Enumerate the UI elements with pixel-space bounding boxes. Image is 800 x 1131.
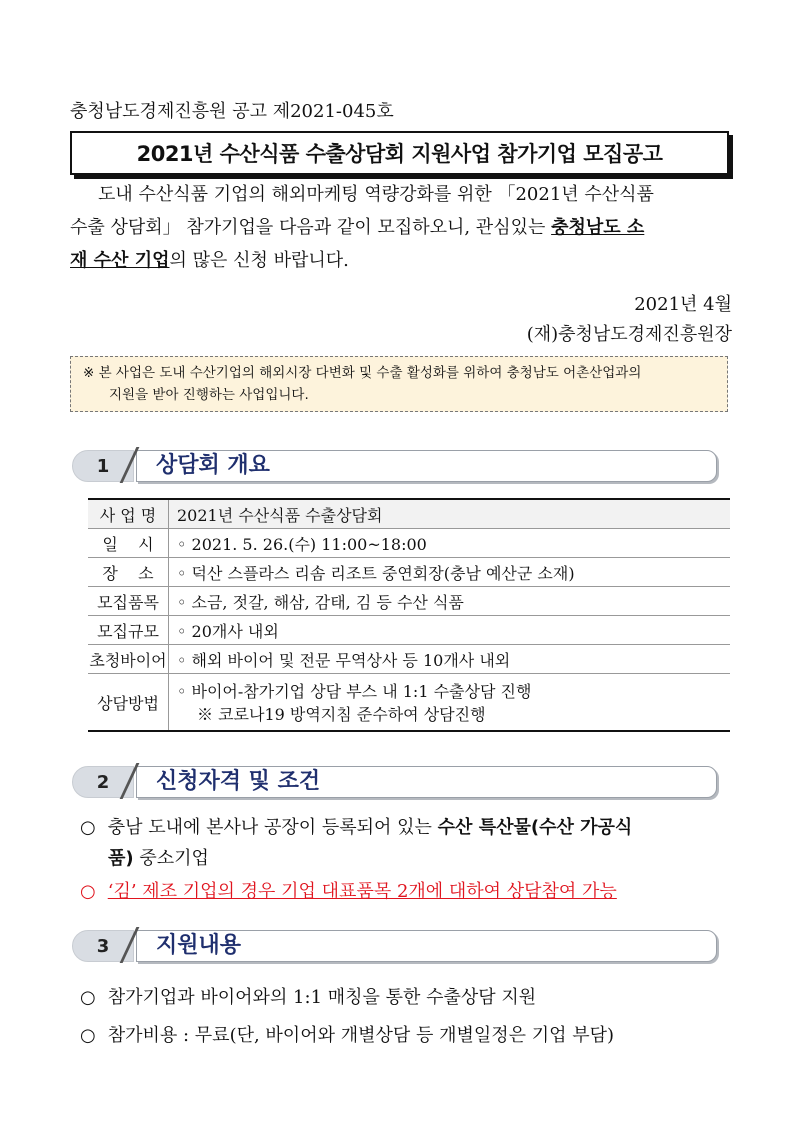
note-line-1: ※ 본 사업은 도내 수산기업의 해외시장 다변화 및 수출 활성화를 위하여 충청남도 어촌산업과의: [83, 365, 642, 381]
support-item-1: [80, 982, 730, 1013]
item-text: 참가비용 : 무료(단, 바이어와 개별상담 등 개별일정은 기업 부담): [107, 1025, 615, 1046]
section-number: 2: [72, 766, 134, 798]
notice-number: 충청남도경제진흥원 공고 제2021-045호: [70, 101, 394, 122]
section-header-3: [72, 930, 717, 962]
section-title: 지원내용: [156, 933, 242, 958]
list-item: [80, 812, 730, 843]
intro-text: 의 많은 신청 바랍니다.: [169, 250, 349, 271]
title-box: [70, 131, 729, 175]
table-value: ◦ 바이어-참가기업 상담 부스 내 1:1 수출상담 진행: [177, 682, 532, 701]
table-value-note: ※ 코로나19 방역지침 준수하여 상담진행: [197, 705, 486, 724]
intro-paragraph: [70, 178, 732, 277]
table-key: 상담방법: [88, 674, 169, 732]
table-value-multi: [169, 674, 731, 732]
table-row: [88, 499, 730, 529]
table-key: 사 업 명: [88, 499, 169, 529]
intro-line-3: [70, 244, 732, 277]
intro-highlight-2: 재 수산 기업: [70, 250, 170, 271]
eligibility-item-2: [80, 876, 730, 907]
table-value: ◦ 소금, 젓갈, 해삼, 감태, 김 등 수산 식품: [169, 587, 731, 616]
table-value: ◦ 2021. 5. 26.(수) 11:00~18:00: [169, 529, 731, 558]
table-row: [88, 558, 730, 587]
item-text: 충남 도내에 본사나 공장이 등록되어 있는: [107, 817, 438, 838]
table-row: [88, 674, 730, 732]
table-key: 모집품목: [88, 587, 169, 616]
item-text-red: ‘김’ 제조 기업의 경우 기업 대표품목 2개에 대하여 상담참여 가능: [107, 881, 617, 902]
table-key: 모집규모: [88, 616, 169, 645]
table-row: [88, 529, 730, 558]
section-number: 3: [72, 930, 134, 962]
notice-date: 2021년 4월: [634, 294, 732, 315]
bullet-circle-icon: ○: [80, 987, 96, 1008]
intro-text: 수출 상담회」 참가기업을 다음과 같이 모집하오니, 관심있는: [70, 217, 552, 238]
intro-highlight-1: 충청남도 소: [551, 217, 645, 238]
section-header-2: [72, 766, 717, 798]
item-text: 중소기업: [133, 848, 209, 869]
page-title: 2021년 수산식품 수출상담회 지원사업 참가기업 모집공고: [136, 142, 663, 166]
support-item-2: [80, 1020, 730, 1051]
table-row: [88, 645, 730, 674]
section-title: 상담회 개요: [156, 453, 270, 478]
table-key: 장 소: [88, 558, 169, 587]
item-text: 참가기업과 바이어와의 1:1 매칭을 통한 수출상담 지원: [107, 987, 537, 1008]
intro-line-1: 도내 수산식품 기업의 해외마케팅 역량강화를 위한 「2021년 수산식품: [98, 184, 654, 205]
section-header-1: [72, 450, 717, 482]
table-key: 일 시: [88, 529, 169, 558]
list-item-continued: [80, 843, 730, 874]
item-highlight: 수산 특산물(수산 가공식: [437, 817, 633, 838]
overview-table: [88, 498, 730, 732]
table-value: ◦ 해외 바이어 및 전문 무역상사 등 10개사 내외: [169, 645, 731, 674]
issuing-organization: (재)충청남도경제진흥원장: [526, 324, 732, 345]
table-value: 2021년 수산식품 수출상담회: [169, 499, 731, 529]
note-line-2: 지원을 받아 진행하는 사업입니다.: [109, 387, 309, 403]
eligibility-item-1: [80, 812, 730, 874]
table-row: [88, 587, 730, 616]
bullet-circle-icon: ○: [80, 817, 96, 838]
table-row: [88, 616, 730, 645]
table-value: ◦ 덕산 스플라스 리솜 리조트 중연회장(충남 예산군 소재): [169, 558, 731, 587]
section-number: 1: [72, 450, 134, 482]
table-value: ◦ 20개사 내외: [169, 616, 731, 645]
note-box: [70, 356, 728, 412]
item-highlight: 품): [108, 848, 134, 869]
bullet-circle-icon: ○: [80, 881, 96, 902]
intro-line-2: [70, 211, 732, 244]
bullet-circle-icon: ○: [80, 1025, 96, 1046]
table-key: 초청바이어: [88, 645, 169, 674]
section-title: 신청자격 및 조건: [156, 769, 321, 794]
